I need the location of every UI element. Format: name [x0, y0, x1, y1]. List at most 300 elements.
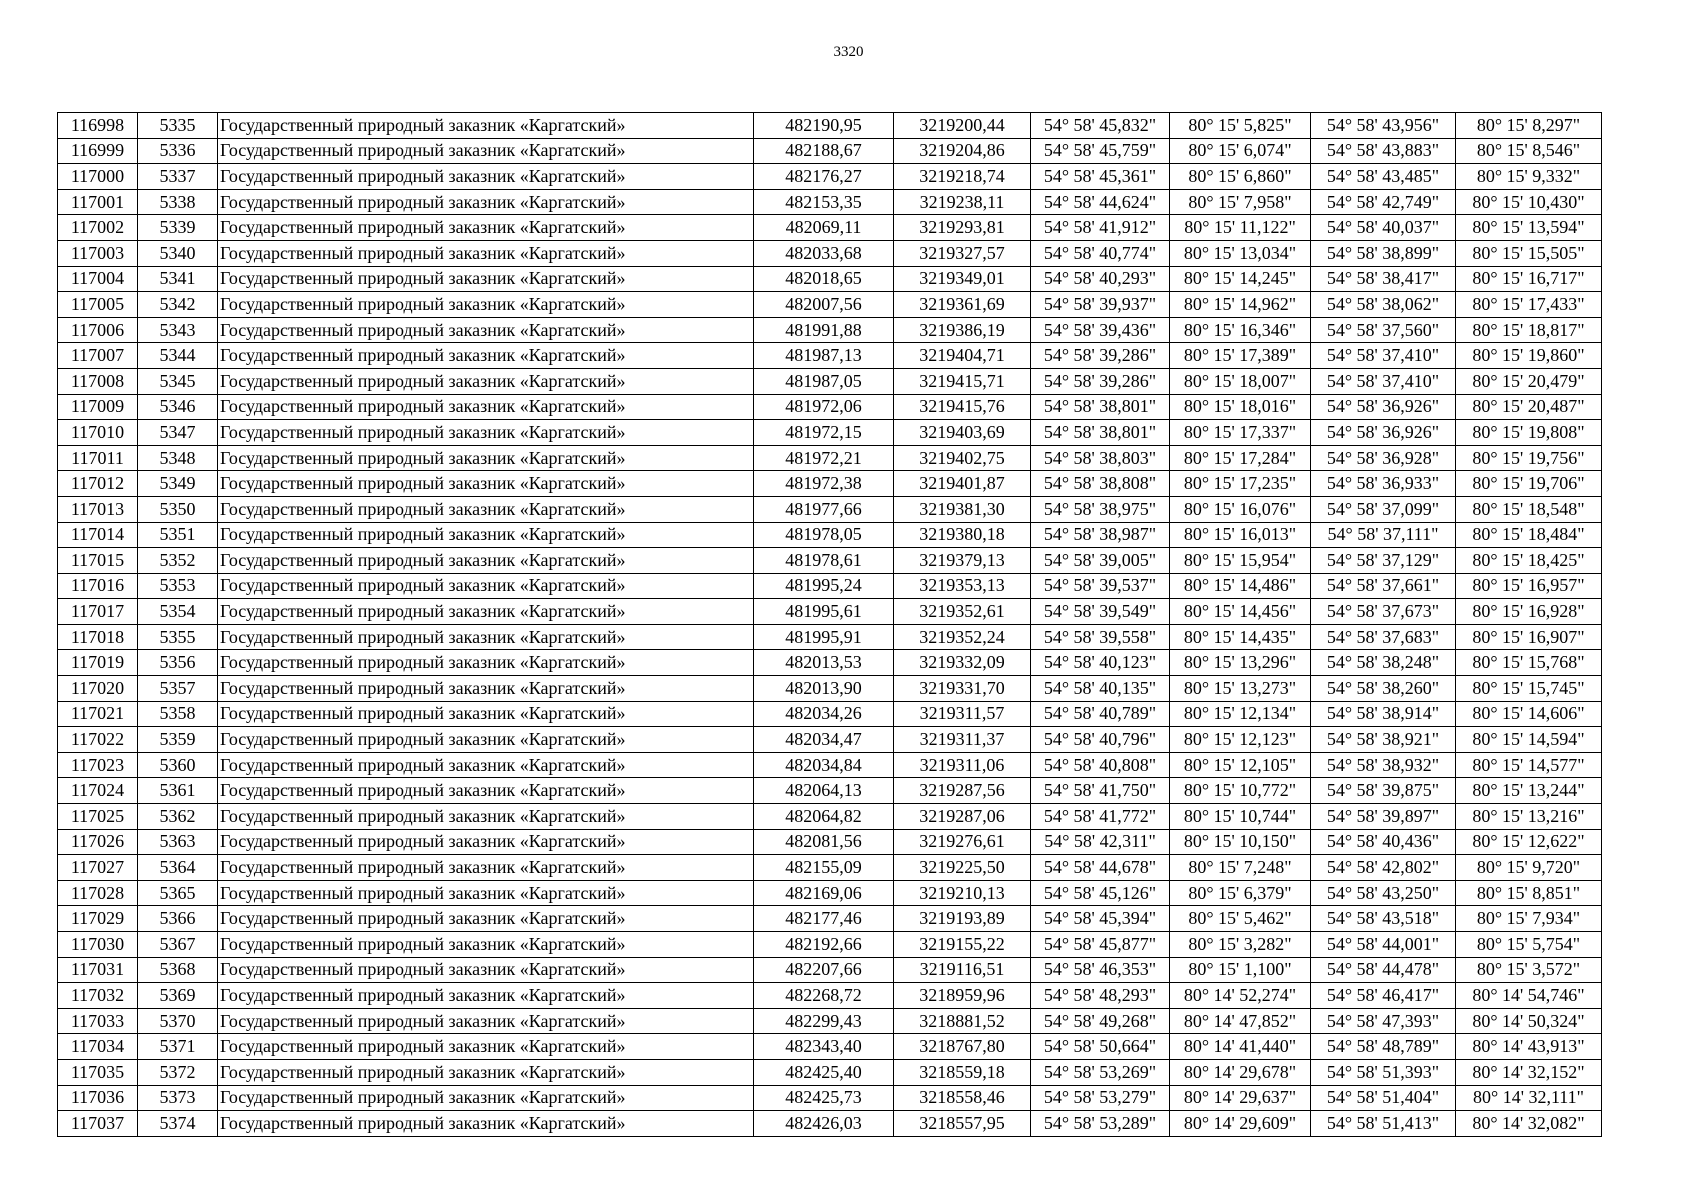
table-row	[58, 855, 1602, 881]
lat1-cell: 54° 58' 38,801"	[1031, 394, 1170, 420]
lon2-cell: 80° 14' 32,152"	[1456, 1059, 1602, 1085]
lon1-cell: 80° 14' 29,637"	[1170, 1085, 1311, 1111]
y-coord-cell: 3219155,22	[894, 932, 1031, 958]
table-row	[58, 1034, 1602, 1060]
name-cell: Государственный природный заказник «Каргатский»	[218, 624, 754, 650]
lon1-cell: 80° 15' 11,122"	[1170, 215, 1311, 241]
table-row	[58, 189, 1602, 215]
y-coord-cell: 3219402,75	[894, 445, 1031, 471]
lon2-cell: 80° 14' 54,746"	[1456, 983, 1602, 1009]
point-number-cell: 5358	[138, 701, 218, 727]
row-id-cell: 117012	[58, 471, 138, 497]
lon1-cell: 80° 15' 14,245"	[1170, 266, 1311, 292]
lon1-cell: 80° 15' 3,282"	[1170, 932, 1311, 958]
lon2-cell: 80° 15' 9,332"	[1456, 164, 1602, 190]
lat1-cell: 54° 58' 46,353"	[1031, 957, 1170, 983]
lon1-cell: 80° 15' 10,150"	[1170, 829, 1311, 855]
table-row	[58, 266, 1602, 292]
point-number-cell: 5356	[138, 650, 218, 676]
table-row	[58, 701, 1602, 727]
lat2-cell: 54° 58' 48,789"	[1311, 1034, 1456, 1060]
point-number-cell: 5372	[138, 1059, 218, 1085]
lon2-cell: 80° 14' 50,324"	[1456, 1008, 1602, 1034]
lat1-cell: 54° 58' 38,808"	[1031, 471, 1170, 497]
row-id-cell: 117008	[58, 368, 138, 394]
y-coord-cell: 3219349,01	[894, 266, 1031, 292]
row-id-cell: 117037	[58, 1111, 138, 1137]
lat1-cell: 54° 58' 45,832"	[1031, 113, 1170, 139]
lat2-cell: 54° 58' 42,749"	[1311, 189, 1456, 215]
name-cell: Государственный природный заказник «Каргатский»	[218, 368, 754, 394]
row-id-cell: 117031	[58, 957, 138, 983]
table-row	[58, 778, 1602, 804]
x-coord-cell: 481972,38	[754, 471, 894, 497]
lat1-cell: 54° 58' 39,549"	[1031, 599, 1170, 625]
y-coord-cell: 3219403,69	[894, 420, 1031, 446]
lat1-cell: 54° 58' 38,803"	[1031, 445, 1170, 471]
point-number-cell: 5349	[138, 471, 218, 497]
row-id-cell: 117006	[58, 317, 138, 343]
name-cell: Государственный природный заказник «Каргатский»	[218, 804, 754, 830]
row-id-cell: 117013	[58, 496, 138, 522]
table-row	[58, 343, 1602, 369]
y-coord-cell: 3219293,81	[894, 215, 1031, 241]
table-row	[58, 522, 1602, 548]
lon1-cell: 80° 15' 10,772"	[1170, 778, 1311, 804]
name-cell: Государственный природный заказник «Каргатский»	[218, 983, 754, 1009]
point-number-cell: 5341	[138, 266, 218, 292]
name-cell: Государственный природный заказник «Каргатский»	[218, 906, 754, 932]
x-coord-cell: 481972,15	[754, 420, 894, 446]
lon2-cell: 80° 15' 13,244"	[1456, 778, 1602, 804]
lat2-cell: 54° 58' 39,875"	[1311, 778, 1456, 804]
lon1-cell: 80° 14' 47,852"	[1170, 1008, 1311, 1034]
name-cell: Государственный природный заказник «Каргатский»	[218, 599, 754, 625]
lat2-cell: 54° 58' 37,683"	[1311, 624, 1456, 650]
x-coord-cell: 481972,21	[754, 445, 894, 471]
y-coord-cell: 3218559,18	[894, 1059, 1031, 1085]
lat1-cell: 54° 58' 40,135"	[1031, 676, 1170, 702]
y-coord-cell: 3219401,87	[894, 471, 1031, 497]
row-id-cell: 117026	[58, 829, 138, 855]
lon2-cell: 80° 15' 16,907"	[1456, 624, 1602, 650]
lon1-cell: 80° 15' 12,134"	[1170, 701, 1311, 727]
lon1-cell: 80° 15' 6,074"	[1170, 138, 1311, 164]
row-id-cell: 117003	[58, 240, 138, 266]
row-id-cell: 117016	[58, 573, 138, 599]
lat1-cell: 54° 58' 40,796"	[1031, 727, 1170, 753]
lon2-cell: 80° 14' 32,082"	[1456, 1111, 1602, 1137]
lat1-cell: 54° 58' 40,293"	[1031, 266, 1170, 292]
lon2-cell: 80° 15' 10,430"	[1456, 189, 1602, 215]
name-cell: Государственный природный заказник «Каргатский»	[218, 829, 754, 855]
name-cell: Государственный природный заказник «Каргатский»	[218, 215, 754, 241]
point-number-cell: 5360	[138, 752, 218, 778]
x-coord-cell: 482033,68	[754, 240, 894, 266]
point-number-cell: 5354	[138, 599, 218, 625]
point-number-cell: 5336	[138, 138, 218, 164]
y-coord-cell: 3219415,71	[894, 368, 1031, 394]
point-number-cell: 5359	[138, 727, 218, 753]
lon1-cell: 80° 15' 14,456"	[1170, 599, 1311, 625]
lon2-cell: 80° 14' 43,913"	[1456, 1034, 1602, 1060]
lat1-cell: 54° 58' 39,286"	[1031, 368, 1170, 394]
lon1-cell: 80° 15' 16,013"	[1170, 522, 1311, 548]
row-id-cell: 117019	[58, 650, 138, 676]
lon2-cell: 80° 15' 14,577"	[1456, 752, 1602, 778]
lat2-cell: 54° 58' 38,899"	[1311, 240, 1456, 266]
lon1-cell: 80° 15' 16,346"	[1170, 317, 1311, 343]
point-number-cell: 5361	[138, 778, 218, 804]
lon1-cell: 80° 15' 17,235"	[1170, 471, 1311, 497]
table-row	[58, 138, 1602, 164]
table-row	[58, 394, 1602, 420]
x-coord-cell: 481991,88	[754, 317, 894, 343]
x-coord-cell: 482064,82	[754, 804, 894, 830]
x-coord-cell: 482013,90	[754, 676, 894, 702]
y-coord-cell: 3219287,56	[894, 778, 1031, 804]
lon2-cell: 80° 15' 13,594"	[1456, 215, 1602, 241]
lat2-cell: 54° 58' 38,248"	[1311, 650, 1456, 676]
y-coord-cell: 3219200,44	[894, 113, 1031, 139]
y-coord-cell: 3219238,11	[894, 189, 1031, 215]
x-coord-cell: 482155,09	[754, 855, 894, 881]
lon2-cell: 80° 15' 19,808"	[1456, 420, 1602, 446]
row-id-cell: 117035	[58, 1059, 138, 1085]
point-number-cell: 5338	[138, 189, 218, 215]
lon2-cell: 80° 15' 18,484"	[1456, 522, 1602, 548]
name-cell: Государственный природный заказник «Каргатский»	[218, 1034, 754, 1060]
lon2-cell: 80° 15' 8,546"	[1456, 138, 1602, 164]
lon1-cell: 80° 15' 6,379"	[1170, 880, 1311, 906]
lat2-cell: 54° 58' 38,260"	[1311, 676, 1456, 702]
lon2-cell: 80° 15' 18,817"	[1456, 317, 1602, 343]
name-cell: Государственный природный заказник «Каргатский»	[218, 240, 754, 266]
lon2-cell: 80° 15' 3,572"	[1456, 957, 1602, 983]
y-coord-cell: 3219415,76	[894, 394, 1031, 420]
lat2-cell: 54° 58' 37,410"	[1311, 343, 1456, 369]
x-coord-cell: 482034,84	[754, 752, 894, 778]
x-coord-cell: 482176,27	[754, 164, 894, 190]
row-id-cell: 117025	[58, 804, 138, 830]
y-coord-cell: 3219380,18	[894, 522, 1031, 548]
point-number-cell: 5371	[138, 1034, 218, 1060]
point-number-cell: 5374	[138, 1111, 218, 1137]
x-coord-cell: 481987,05	[754, 368, 894, 394]
lon1-cell: 80° 15' 14,486"	[1170, 573, 1311, 599]
table-row	[58, 164, 1602, 190]
lat2-cell: 54° 58' 43,250"	[1311, 880, 1456, 906]
point-number-cell: 5352	[138, 548, 218, 574]
lon1-cell: 80° 15' 17,389"	[1170, 343, 1311, 369]
name-cell: Государственный природный заказник «Каргатский»	[218, 496, 754, 522]
lat2-cell: 54° 58' 37,129"	[1311, 548, 1456, 574]
name-cell: Государственный природный заказник «Каргатский»	[218, 1008, 754, 1034]
y-coord-cell: 3219381,30	[894, 496, 1031, 522]
lat2-cell: 54° 58' 38,932"	[1311, 752, 1456, 778]
x-coord-cell: 482064,13	[754, 778, 894, 804]
lon1-cell: 80° 15' 5,462"	[1170, 906, 1311, 932]
row-id-cell: 117032	[58, 983, 138, 1009]
x-coord-cell: 482153,35	[754, 189, 894, 215]
point-number-cell: 5340	[138, 240, 218, 266]
x-coord-cell: 481977,66	[754, 496, 894, 522]
lat1-cell: 54° 58' 39,537"	[1031, 573, 1170, 599]
x-coord-cell: 482207,66	[754, 957, 894, 983]
y-coord-cell: 3218558,46	[894, 1085, 1031, 1111]
lat2-cell: 54° 58' 43,518"	[1311, 906, 1456, 932]
lat2-cell: 54° 58' 38,921"	[1311, 727, 1456, 753]
coordinates-table	[57, 112, 1602, 1137]
lon2-cell: 80° 15' 18,425"	[1456, 548, 1602, 574]
point-number-cell: 5339	[138, 215, 218, 241]
lon1-cell: 80° 15' 13,273"	[1170, 676, 1311, 702]
lon2-cell: 80° 15' 18,548"	[1456, 496, 1602, 522]
name-cell: Государственный природный заказник «Каргатский»	[218, 932, 754, 958]
table-row	[58, 1059, 1602, 1085]
row-id-cell: 117029	[58, 906, 138, 932]
lat2-cell: 54° 58' 37,661"	[1311, 573, 1456, 599]
x-coord-cell: 482425,40	[754, 1059, 894, 1085]
table-row	[58, 650, 1602, 676]
row-id-cell: 116999	[58, 138, 138, 164]
lat2-cell: 54° 58' 40,037"	[1311, 215, 1456, 241]
lat2-cell: 54° 58' 36,928"	[1311, 445, 1456, 471]
name-cell: Государственный природный заказник «Каргатский»	[218, 1111, 754, 1137]
table-row	[58, 368, 1602, 394]
lon1-cell: 80° 15' 12,105"	[1170, 752, 1311, 778]
row-id-cell: 117033	[58, 1008, 138, 1034]
x-coord-cell: 482081,56	[754, 829, 894, 855]
y-coord-cell: 3219210,13	[894, 880, 1031, 906]
y-coord-cell: 3219218,74	[894, 164, 1031, 190]
x-coord-cell: 482177,46	[754, 906, 894, 932]
lon1-cell: 80° 15' 14,962"	[1170, 292, 1311, 318]
lat1-cell: 54° 58' 45,877"	[1031, 932, 1170, 958]
lat2-cell: 54° 58' 39,897"	[1311, 804, 1456, 830]
point-number-cell: 5348	[138, 445, 218, 471]
x-coord-cell: 482268,72	[754, 983, 894, 1009]
x-coord-cell: 482299,43	[754, 1008, 894, 1034]
lat2-cell: 54° 58' 36,926"	[1311, 420, 1456, 446]
lon2-cell: 80° 15' 9,720"	[1456, 855, 1602, 881]
lat1-cell: 54° 58' 40,789"	[1031, 701, 1170, 727]
name-cell: Государственный природный заказник «Каргатский»	[218, 573, 754, 599]
point-number-cell: 5345	[138, 368, 218, 394]
name-cell: Государственный природный заказник «Каргатский»	[218, 548, 754, 574]
lat2-cell: 54° 58' 36,926"	[1311, 394, 1456, 420]
y-coord-cell: 3219352,61	[894, 599, 1031, 625]
lon2-cell: 80° 15' 14,606"	[1456, 701, 1602, 727]
name-cell: Государственный природный заказник «Каргатский»	[218, 138, 754, 164]
name-cell: Государственный природный заказник «Каргатский»	[218, 650, 754, 676]
lon1-cell: 80° 15' 1,100"	[1170, 957, 1311, 983]
lat1-cell: 54° 58' 48,293"	[1031, 983, 1170, 1009]
name-cell: Государственный природный заказник «Каргатский»	[218, 394, 754, 420]
name-cell: Государственный природный заказник «Каргатский»	[218, 727, 754, 753]
x-coord-cell: 482034,47	[754, 727, 894, 753]
row-id-cell: 116998	[58, 113, 138, 139]
x-coord-cell: 481987,13	[754, 343, 894, 369]
name-cell: Государственный природный заказник «Каргатский»	[218, 957, 754, 983]
lon1-cell: 80° 15' 5,825"	[1170, 113, 1311, 139]
lat2-cell: 54° 58' 40,436"	[1311, 829, 1456, 855]
point-number-cell: 5370	[138, 1008, 218, 1034]
lon1-cell: 80° 14' 29,678"	[1170, 1059, 1311, 1085]
lat1-cell: 54° 58' 53,289"	[1031, 1111, 1170, 1137]
point-number-cell: 5369	[138, 983, 218, 1009]
x-coord-cell: 482169,06	[754, 880, 894, 906]
lon2-cell: 80° 15' 15,768"	[1456, 650, 1602, 676]
y-coord-cell: 3219361,69	[894, 292, 1031, 318]
lon2-cell: 80° 15' 20,487"	[1456, 394, 1602, 420]
row-id-cell: 117017	[58, 599, 138, 625]
lat1-cell: 54° 58' 41,912"	[1031, 215, 1170, 241]
name-cell: Государственный природный заказник «Каргатский»	[218, 701, 754, 727]
lat1-cell: 54° 58' 39,558"	[1031, 624, 1170, 650]
lat1-cell: 54° 58' 41,772"	[1031, 804, 1170, 830]
lat2-cell: 54° 58' 51,404"	[1311, 1085, 1456, 1111]
lon2-cell: 80° 14' 32,111"	[1456, 1085, 1602, 1111]
y-coord-cell: 3219311,06	[894, 752, 1031, 778]
lat2-cell: 54° 58' 38,914"	[1311, 701, 1456, 727]
lon2-cell: 80° 15' 13,216"	[1456, 804, 1602, 830]
name-cell: Государственный природный заказник «Каргатский»	[218, 855, 754, 881]
lon1-cell: 80° 15' 10,744"	[1170, 804, 1311, 830]
name-cell: Государственный природный заказник «Каргатский»	[218, 778, 754, 804]
y-coord-cell: 3219276,61	[894, 829, 1031, 855]
row-id-cell: 117036	[58, 1085, 138, 1111]
y-coord-cell: 3219287,06	[894, 804, 1031, 830]
lat1-cell: 54° 58' 49,268"	[1031, 1008, 1170, 1034]
row-id-cell: 117015	[58, 548, 138, 574]
lon1-cell: 80° 15' 13,034"	[1170, 240, 1311, 266]
row-id-cell: 117000	[58, 164, 138, 190]
lon2-cell: 80° 15' 8,851"	[1456, 880, 1602, 906]
x-coord-cell: 482034,26	[754, 701, 894, 727]
lon1-cell: 80° 15' 12,123"	[1170, 727, 1311, 753]
name-cell: Государственный природный заказник «Каргатский»	[218, 1059, 754, 1085]
lat2-cell: 54° 58' 38,417"	[1311, 266, 1456, 292]
lon2-cell: 80° 15' 19,756"	[1456, 445, 1602, 471]
lon1-cell: 80° 15' 15,954"	[1170, 548, 1311, 574]
table-row	[58, 240, 1602, 266]
x-coord-cell: 482018,65	[754, 266, 894, 292]
row-id-cell: 117002	[58, 215, 138, 241]
lon1-cell: 80° 15' 7,248"	[1170, 855, 1311, 881]
lat2-cell: 54° 58' 37,673"	[1311, 599, 1456, 625]
y-coord-cell: 3219193,89	[894, 906, 1031, 932]
lat1-cell: 54° 58' 53,279"	[1031, 1085, 1170, 1111]
lat1-cell: 54° 58' 39,937"	[1031, 292, 1170, 318]
lat2-cell: 54° 58' 42,802"	[1311, 855, 1456, 881]
row-id-cell: 117004	[58, 266, 138, 292]
lat2-cell: 54° 58' 37,410"	[1311, 368, 1456, 394]
name-cell: Государственный природный заказник «Каргатский»	[218, 317, 754, 343]
lon1-cell: 80° 14' 41,440"	[1170, 1034, 1311, 1060]
table-row	[58, 983, 1602, 1009]
lat1-cell: 54° 58' 50,664"	[1031, 1034, 1170, 1060]
lon2-cell: 80° 15' 20,479"	[1456, 368, 1602, 394]
point-number-cell: 5366	[138, 906, 218, 932]
lat2-cell: 54° 58' 46,417"	[1311, 983, 1456, 1009]
table-row	[58, 676, 1602, 702]
table-row	[58, 624, 1602, 650]
y-coord-cell: 3219404,71	[894, 343, 1031, 369]
lat2-cell: 54° 58' 47,393"	[1311, 1008, 1456, 1034]
y-coord-cell: 3219311,57	[894, 701, 1031, 727]
table-row	[58, 445, 1602, 471]
name-cell: Государственный природный заказник «Каргатский»	[218, 266, 754, 292]
point-number-cell: 5344	[138, 343, 218, 369]
name-cell: Государственный природный заказник «Каргатский»	[218, 189, 754, 215]
y-coord-cell: 3219332,09	[894, 650, 1031, 676]
table-row	[58, 420, 1602, 446]
lon1-cell: 80° 15' 18,016"	[1170, 394, 1311, 420]
point-number-cell: 5335	[138, 113, 218, 139]
y-coord-cell: 3218767,80	[894, 1034, 1031, 1060]
point-number-cell: 5365	[138, 880, 218, 906]
lon1-cell: 80° 15' 14,435"	[1170, 624, 1311, 650]
point-number-cell: 5346	[138, 394, 218, 420]
lat2-cell: 54° 58' 37,560"	[1311, 317, 1456, 343]
table-row	[58, 317, 1602, 343]
table-row	[58, 906, 1602, 932]
x-coord-cell: 482013,53	[754, 650, 894, 676]
name-cell: Государственный природный заказник «Каргатский»	[218, 1085, 754, 1111]
lat1-cell: 54° 58' 39,436"	[1031, 317, 1170, 343]
lat1-cell: 54° 58' 45,394"	[1031, 906, 1170, 932]
x-coord-cell: 481995,91	[754, 624, 894, 650]
table-row	[58, 573, 1602, 599]
name-cell: Государственный природный заказник «Каргатский»	[218, 471, 754, 497]
row-id-cell: 117034	[58, 1034, 138, 1060]
lat2-cell: 54° 58' 43,956"	[1311, 113, 1456, 139]
point-number-cell: 5362	[138, 804, 218, 830]
row-id-cell: 117001	[58, 189, 138, 215]
lat1-cell: 54° 58' 40,774"	[1031, 240, 1170, 266]
y-coord-cell: 3219327,57	[894, 240, 1031, 266]
x-coord-cell: 481995,61	[754, 599, 894, 625]
lat1-cell: 54° 58' 45,361"	[1031, 164, 1170, 190]
x-coord-cell: 481995,24	[754, 573, 894, 599]
point-number-cell: 5363	[138, 829, 218, 855]
y-coord-cell: 3219353,13	[894, 573, 1031, 599]
y-coord-cell: 3219379,13	[894, 548, 1031, 574]
y-coord-cell: 3219311,37	[894, 727, 1031, 753]
table-row	[58, 932, 1602, 958]
lat1-cell: 54° 58' 38,987"	[1031, 522, 1170, 548]
row-id-cell: 117018	[58, 624, 138, 650]
lon1-cell: 80° 15' 17,284"	[1170, 445, 1311, 471]
y-coord-cell: 3219204,86	[894, 138, 1031, 164]
lat2-cell: 54° 58' 44,001"	[1311, 932, 1456, 958]
y-coord-cell: 3218959,96	[894, 983, 1031, 1009]
table-row	[58, 292, 1602, 318]
table-row	[58, 113, 1602, 139]
table-row	[58, 829, 1602, 855]
table-row	[58, 957, 1602, 983]
lat1-cell: 54° 58' 44,624"	[1031, 189, 1170, 215]
lat1-cell: 54° 58' 42,311"	[1031, 829, 1170, 855]
point-number-cell: 5350	[138, 496, 218, 522]
lon1-cell: 80° 15' 18,007"	[1170, 368, 1311, 394]
lat2-cell: 54° 58' 43,485"	[1311, 164, 1456, 190]
row-id-cell: 117007	[58, 343, 138, 369]
lat1-cell: 54° 58' 45,759"	[1031, 138, 1170, 164]
x-coord-cell: 481978,61	[754, 548, 894, 574]
table-row	[58, 215, 1602, 241]
